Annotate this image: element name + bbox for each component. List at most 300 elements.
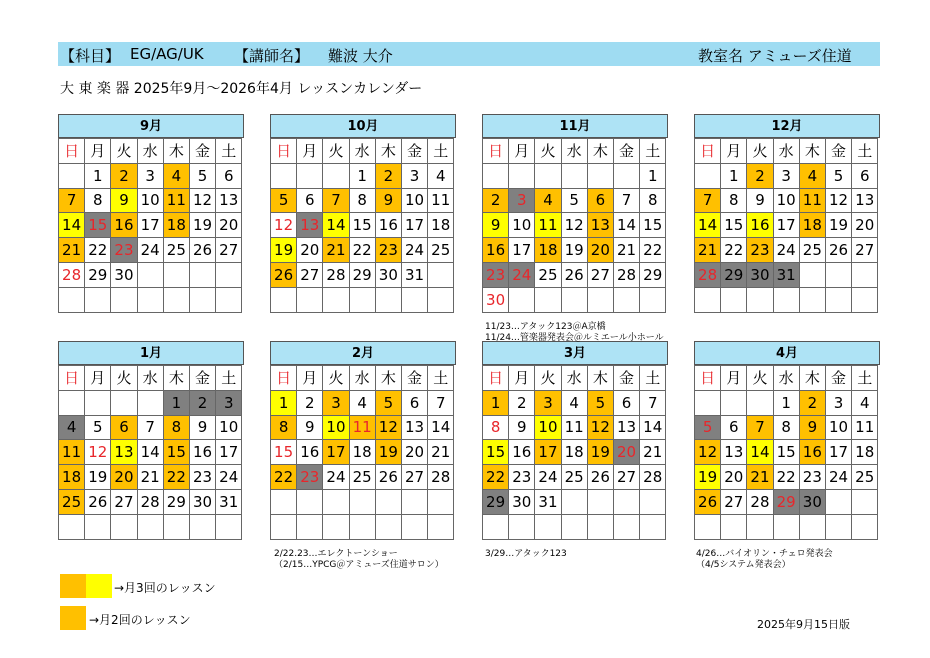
day-cell <box>85 287 111 312</box>
day-cell <box>483 163 509 188</box>
day-cell: 2 <box>189 390 215 415</box>
weekday-header: 月 <box>509 366 535 391</box>
day-cell: 8 <box>85 188 111 213</box>
day-cell: 4 <box>535 188 561 213</box>
month-title: 2月 <box>270 341 456 365</box>
day-cell <box>773 287 799 312</box>
day-cell: 4 <box>349 390 375 415</box>
day-cell: 15 <box>349 213 375 238</box>
note-line: （2/15…YPCG＠アミューズ住道サロン） <box>274 560 444 570</box>
day-cell: 17 <box>216 440 242 465</box>
day-cell: 1 <box>773 390 799 415</box>
weekday-header: 水 <box>561 366 587 391</box>
day-cell: 15 <box>483 440 509 465</box>
day-cell: 24 <box>773 238 799 263</box>
weekday-header: 日 <box>271 366 297 391</box>
day-cell: 16 <box>799 440 825 465</box>
day-cell: 22 <box>271 465 297 490</box>
weekday-header: 火 <box>747 366 773 391</box>
day-cell <box>721 287 747 312</box>
day-cell: 17 <box>509 238 535 263</box>
day-cell <box>695 390 721 415</box>
day-cell: 18 <box>852 440 878 465</box>
weekday-header: 金 <box>401 139 427 164</box>
day-cell: 18 <box>163 213 189 238</box>
day-cell: 28 <box>613 262 639 287</box>
weekday-header: 土 <box>640 139 666 164</box>
weekday-header: 木 <box>375 366 401 391</box>
day-cell <box>297 163 323 188</box>
subject-label: 【科目】 <box>60 47 121 65</box>
day-cell: 4 <box>561 390 587 415</box>
day-cell: 13 <box>613 415 639 440</box>
day-cell: 12 <box>695 440 721 465</box>
day-cell: 26 <box>695 489 721 514</box>
day-cell: 1 <box>721 163 747 188</box>
day-cell: 27 <box>297 262 323 287</box>
month-calendar <box>694 341 880 540</box>
weekday-header: 月 <box>85 139 111 164</box>
day-cell: 16 <box>747 213 773 238</box>
month-table <box>482 365 666 540</box>
day-cell <box>852 514 878 539</box>
day-cell <box>587 489 613 514</box>
day-cell: 19 <box>695 465 721 490</box>
month-title: 3月 <box>482 341 668 365</box>
day-cell: 9 <box>189 415 215 440</box>
day-cell <box>483 514 509 539</box>
day-cell <box>587 163 613 188</box>
day-cell: 5 <box>85 415 111 440</box>
day-cell: 27 <box>852 238 878 263</box>
day-cell <box>216 514 242 539</box>
day-cell: 2 <box>297 390 323 415</box>
day-cell: 19 <box>189 213 215 238</box>
day-cell: 19 <box>375 440 401 465</box>
day-cell <box>721 390 747 415</box>
weekday-header: 火 <box>747 139 773 164</box>
day-cell <box>401 287 427 312</box>
weekday-header: 水 <box>349 366 375 391</box>
month-title: 12月 <box>694 114 880 138</box>
day-cell <box>428 287 454 312</box>
day-cell <box>401 514 427 539</box>
day-cell: 2 <box>509 390 535 415</box>
note-line: 2/22.23…エレクトーンショー <box>274 549 398 559</box>
day-cell: 13 <box>111 440 137 465</box>
day-cell: 22 <box>483 465 509 490</box>
day-cell <box>59 163 85 188</box>
weekday-header: 土 <box>216 366 242 391</box>
day-cell: 26 <box>825 238 851 263</box>
day-cell: 13 <box>401 415 427 440</box>
weekday-header: 日 <box>483 139 509 164</box>
day-cell <box>271 287 297 312</box>
day-cell: 15 <box>773 440 799 465</box>
day-cell <box>428 262 454 287</box>
day-cell: 21 <box>640 440 666 465</box>
day-cell <box>825 514 851 539</box>
day-cell <box>401 489 427 514</box>
day-cell <box>323 489 349 514</box>
day-cell: 18 <box>428 213 454 238</box>
day-cell: 12 <box>85 440 111 465</box>
day-cell: 15 <box>640 213 666 238</box>
weekday-header: 日 <box>59 366 85 391</box>
day-cell <box>189 262 215 287</box>
day-cell: 24 <box>509 262 535 287</box>
day-cell <box>163 514 189 539</box>
day-cell: 17 <box>535 440 561 465</box>
month-calendar <box>58 114 244 313</box>
weekday-header: 日 <box>695 139 721 164</box>
day-cell: 9 <box>375 188 401 213</box>
day-cell <box>111 287 137 312</box>
day-cell: 29 <box>773 489 799 514</box>
day-cell <box>535 287 561 312</box>
day-cell: 13 <box>852 188 878 213</box>
day-cell: 24 <box>401 238 427 263</box>
teacher-value: 難波 大介 <box>328 47 393 65</box>
day-cell: 5 <box>825 163 851 188</box>
day-cell: 8 <box>773 415 799 440</box>
day-cell: 2 <box>375 163 401 188</box>
day-cell: 1 <box>349 163 375 188</box>
day-cell <box>613 163 639 188</box>
weekday-header: 月 <box>297 139 323 164</box>
day-cell: 27 <box>216 238 242 263</box>
weekday-header: 日 <box>483 366 509 391</box>
day-cell: 23 <box>375 238 401 263</box>
weekday-header: 木 <box>587 139 613 164</box>
day-cell <box>640 287 666 312</box>
day-cell: 17 <box>323 440 349 465</box>
weekday-header: 水 <box>561 139 587 164</box>
day-cell: 16 <box>189 440 215 465</box>
day-cell <box>747 287 773 312</box>
day-cell: 19 <box>587 440 613 465</box>
day-cell: 10 <box>509 213 535 238</box>
day-cell: 28 <box>323 262 349 287</box>
day-cell: 10 <box>825 415 851 440</box>
day-cell: 5 <box>561 188 587 213</box>
day-cell: 7 <box>59 188 85 213</box>
day-cell <box>111 514 137 539</box>
weekday-header: 水 <box>773 366 799 391</box>
day-cell <box>297 287 323 312</box>
day-cell: 3 <box>825 390 851 415</box>
day-cell: 11 <box>349 415 375 440</box>
day-cell: 16 <box>483 238 509 263</box>
month-calendar <box>270 114 456 313</box>
legend-swatch-orange-two <box>60 606 86 630</box>
month-calendar <box>270 341 456 540</box>
day-cell: 14 <box>323 213 349 238</box>
month-calendar <box>482 114 668 313</box>
month-title: 9月 <box>58 114 244 138</box>
day-cell: 6 <box>111 415 137 440</box>
day-cell: 7 <box>747 415 773 440</box>
day-cell: 22 <box>163 465 189 490</box>
note-line: 11/24…管楽器発表会＠ルミエール小ホール <box>485 333 664 343</box>
day-cell: 16 <box>111 213 137 238</box>
day-cell: 22 <box>349 238 375 263</box>
day-cell: 4 <box>852 390 878 415</box>
legend-swatch-yellow <box>86 574 112 598</box>
day-cell: 27 <box>721 489 747 514</box>
day-cell: 10 <box>773 188 799 213</box>
day-cell: 15 <box>271 440 297 465</box>
weekday-header: 火 <box>111 139 137 164</box>
day-cell <box>799 287 825 312</box>
day-cell: 21 <box>695 238 721 263</box>
day-cell <box>297 514 323 539</box>
day-cell: 11 <box>163 188 189 213</box>
day-cell: 4 <box>799 163 825 188</box>
day-cell <box>561 163 587 188</box>
day-cell: 4 <box>59 415 85 440</box>
month-table <box>58 365 242 540</box>
day-cell: 26 <box>85 489 111 514</box>
note-february <box>274 549 444 571</box>
day-cell: 2 <box>747 163 773 188</box>
day-cell <box>323 514 349 539</box>
weekday-header: 土 <box>428 366 454 391</box>
day-cell: 5 <box>271 188 297 213</box>
day-cell: 31 <box>216 489 242 514</box>
day-cell: 18 <box>349 440 375 465</box>
day-cell: 26 <box>271 262 297 287</box>
day-cell: 25 <box>799 238 825 263</box>
day-cell: 9 <box>747 188 773 213</box>
day-cell: 10 <box>535 415 561 440</box>
day-cell: 3 <box>535 390 561 415</box>
weekday-header: 日 <box>695 366 721 391</box>
day-cell <box>111 390 137 415</box>
day-cell: 10 <box>137 188 163 213</box>
day-cell: 15 <box>721 213 747 238</box>
day-cell <box>271 514 297 539</box>
header-bar <box>58 42 880 66</box>
day-cell <box>825 262 851 287</box>
day-cell: 6 <box>216 163 242 188</box>
day-cell: 14 <box>695 213 721 238</box>
day-cell <box>825 287 851 312</box>
weekday-header: 火 <box>323 139 349 164</box>
day-cell <box>773 514 799 539</box>
note-november <box>485 322 664 344</box>
weekday-header: 月 <box>721 139 747 164</box>
day-cell <box>323 163 349 188</box>
weekday-header: 土 <box>640 366 666 391</box>
day-cell: 15 <box>85 213 111 238</box>
day-cell: 22 <box>721 238 747 263</box>
day-cell: 30 <box>747 262 773 287</box>
day-cell: 30 <box>509 489 535 514</box>
day-cell <box>189 514 215 539</box>
day-cell: 1 <box>271 390 297 415</box>
day-cell: 21 <box>428 440 454 465</box>
day-cell <box>852 287 878 312</box>
note-line: 4/26…バイオリン・チェロ発表会 <box>696 549 833 559</box>
day-cell: 9 <box>111 188 137 213</box>
day-cell: 29 <box>640 262 666 287</box>
day-cell: 26 <box>561 262 587 287</box>
day-cell: 11 <box>428 188 454 213</box>
day-cell <box>271 163 297 188</box>
weekday-header: 土 <box>852 366 878 391</box>
day-cell: 29 <box>163 489 189 514</box>
day-cell: 31 <box>773 262 799 287</box>
day-cell: 7 <box>613 188 639 213</box>
month-title: 11月 <box>482 114 668 138</box>
day-cell <box>799 262 825 287</box>
weekday-header: 木 <box>587 366 613 391</box>
day-cell: 7 <box>137 415 163 440</box>
day-cell: 23 <box>799 465 825 490</box>
day-cell: 4 <box>163 163 189 188</box>
page-subtitle: 大 東 楽 器 2025年9月～2026年4月 レッスンカレンダー <box>60 81 423 97</box>
day-cell: 20 <box>401 440 427 465</box>
day-cell <box>825 489 851 514</box>
day-cell <box>509 514 535 539</box>
weekday-header: 木 <box>163 139 189 164</box>
day-cell: 23 <box>189 465 215 490</box>
day-cell: 3 <box>401 163 427 188</box>
day-cell: 7 <box>695 188 721 213</box>
day-cell: 30 <box>483 287 509 312</box>
month-calendar <box>58 341 244 540</box>
weekday-header: 木 <box>375 139 401 164</box>
day-cell: 10 <box>216 415 242 440</box>
day-cell <box>297 489 323 514</box>
day-cell: 10 <box>401 188 427 213</box>
day-cell <box>59 287 85 312</box>
day-cell <box>375 514 401 539</box>
day-cell <box>428 514 454 539</box>
weekday-header: 月 <box>85 366 111 391</box>
day-cell: 9 <box>297 415 323 440</box>
day-cell: 28 <box>695 262 721 287</box>
weekday-header: 木 <box>799 366 825 391</box>
day-cell: 29 <box>85 262 111 287</box>
day-cell: 2 <box>483 188 509 213</box>
day-cell: 14 <box>747 440 773 465</box>
day-cell: 12 <box>375 415 401 440</box>
day-cell: 28 <box>59 262 85 287</box>
day-cell: 2 <box>111 163 137 188</box>
day-cell <box>59 514 85 539</box>
day-cell <box>695 163 721 188</box>
day-cell: 17 <box>773 213 799 238</box>
day-cell <box>587 287 613 312</box>
weekday-header: 月 <box>721 366 747 391</box>
day-cell <box>561 514 587 539</box>
day-cell: 28 <box>747 489 773 514</box>
day-cell: 3 <box>216 390 242 415</box>
day-cell <box>137 514 163 539</box>
day-cell: 17 <box>401 213 427 238</box>
day-cell: 5 <box>189 163 215 188</box>
day-cell <box>852 489 878 514</box>
day-cell: 11 <box>535 213 561 238</box>
day-cell <box>535 514 561 539</box>
day-cell <box>137 262 163 287</box>
day-cell: 5 <box>587 390 613 415</box>
day-cell <box>852 262 878 287</box>
weekday-header: 金 <box>401 366 427 391</box>
day-cell: 5 <box>695 415 721 440</box>
day-cell: 23 <box>111 238 137 263</box>
day-cell: 22 <box>773 465 799 490</box>
day-cell: 6 <box>721 415 747 440</box>
day-cell <box>375 489 401 514</box>
day-cell: 23 <box>509 465 535 490</box>
day-cell: 24 <box>535 465 561 490</box>
day-cell: 21 <box>323 238 349 263</box>
weekday-header: 金 <box>613 139 639 164</box>
day-cell: 11 <box>59 440 85 465</box>
day-cell: 14 <box>613 213 639 238</box>
day-cell: 22 <box>640 238 666 263</box>
room-name: 教室名 アミューズ住道 <box>698 47 852 65</box>
day-cell: 18 <box>561 440 587 465</box>
day-cell: 30 <box>375 262 401 287</box>
day-cell <box>747 390 773 415</box>
day-cell: 17 <box>825 440 851 465</box>
day-cell: 25 <box>852 465 878 490</box>
weekday-header: 金 <box>825 366 851 391</box>
day-cell: 20 <box>297 238 323 263</box>
weekday-header: 日 <box>59 139 85 164</box>
day-cell: 7 <box>323 188 349 213</box>
weekday-header: 火 <box>535 366 561 391</box>
month-table <box>694 138 878 313</box>
month-title: 4月 <box>694 341 880 365</box>
weekday-header: 金 <box>189 366 215 391</box>
day-cell: 25 <box>59 489 85 514</box>
month-table <box>270 365 454 540</box>
day-cell: 12 <box>271 213 297 238</box>
day-cell <box>509 163 535 188</box>
day-cell: 28 <box>428 465 454 490</box>
day-cell <box>613 287 639 312</box>
day-cell: 30 <box>189 489 215 514</box>
day-cell: 20 <box>852 213 878 238</box>
weekday-header: 水 <box>137 139 163 164</box>
day-cell <box>640 514 666 539</box>
edition-date: 2025年9月15日版 <box>757 618 850 631</box>
day-cell: 25 <box>163 238 189 263</box>
day-cell <box>428 489 454 514</box>
day-cell <box>695 514 721 539</box>
day-cell <box>137 287 163 312</box>
day-cell: 18 <box>799 213 825 238</box>
day-cell <box>59 390 85 415</box>
day-cell: 8 <box>271 415 297 440</box>
day-cell: 9 <box>509 415 535 440</box>
day-cell: 20 <box>111 465 137 490</box>
day-cell: 19 <box>561 238 587 263</box>
weekday-header: 月 <box>509 139 535 164</box>
day-cell: 21 <box>747 465 773 490</box>
day-cell <box>587 514 613 539</box>
day-cell: 3 <box>137 163 163 188</box>
day-cell: 26 <box>189 238 215 263</box>
day-cell: 20 <box>721 465 747 490</box>
day-cell: 30 <box>111 262 137 287</box>
day-cell: 27 <box>613 465 639 490</box>
